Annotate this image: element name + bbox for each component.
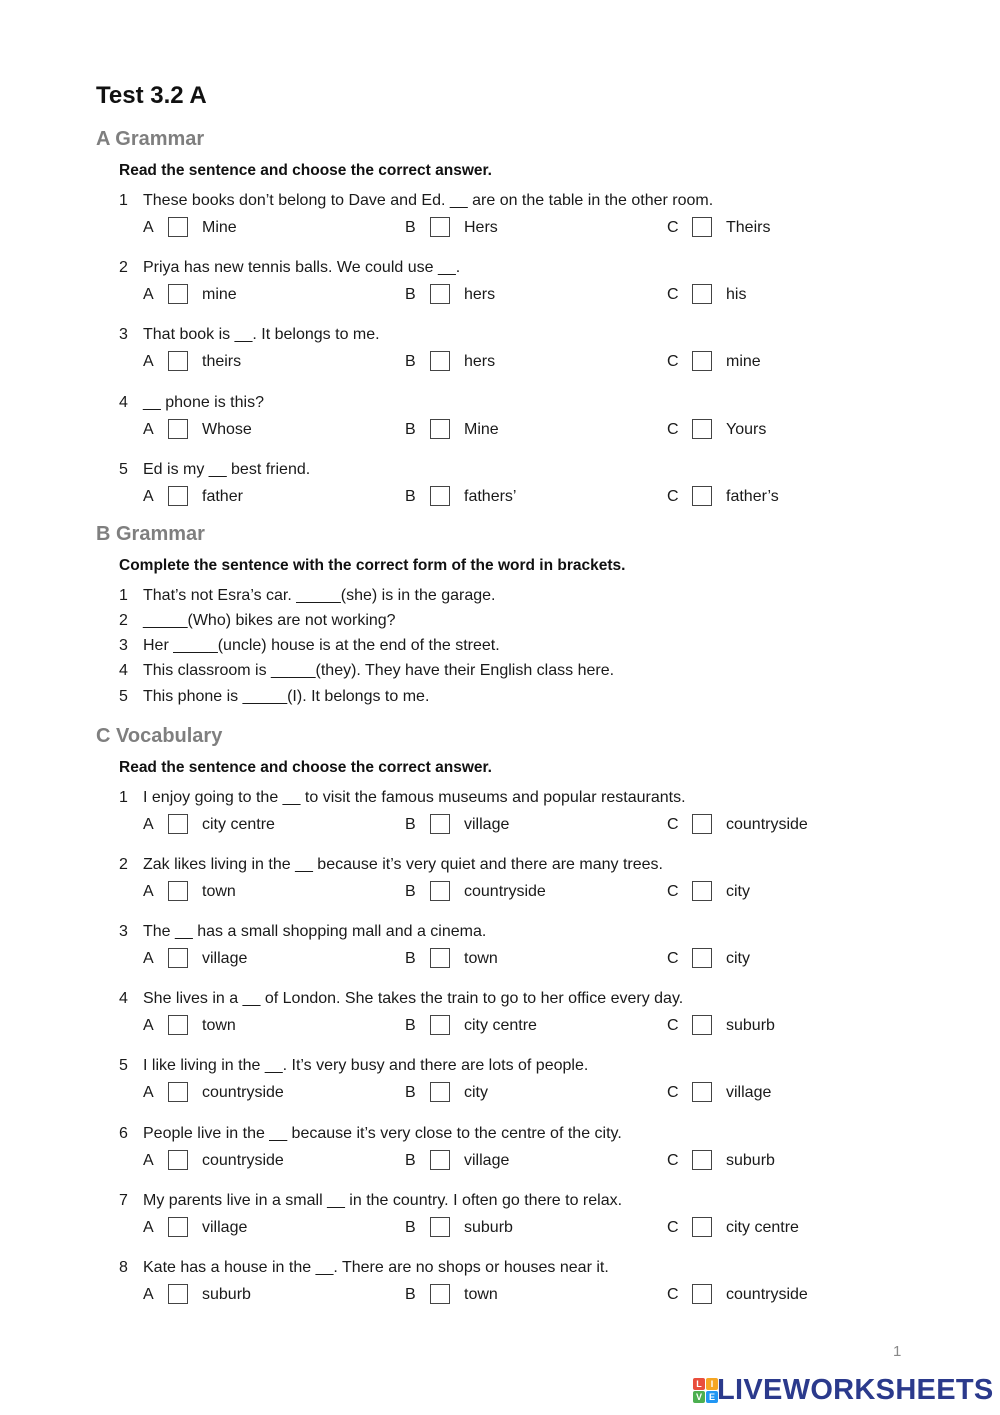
question [119, 990, 683, 1008]
question-text[interactable]: Her _____(uncle) house is at the end of the street. [143, 637, 500, 654]
option-letter: B [405, 1219, 416, 1236]
option-letter: A [143, 883, 154, 900]
option-label: town [202, 883, 236, 900]
option-label: countryside [464, 883, 546, 900]
logo-tile: I [706, 1378, 718, 1390]
question-number: 2 [119, 612, 128, 629]
question [119, 259, 460, 277]
answer-checkbox[interactable] [692, 351, 712, 371]
question-number: 5 [119, 1057, 128, 1074]
logo-text: LIVEWORKSHEETS [717, 1374, 994, 1406]
option-label: suburb [202, 1286, 251, 1303]
question-text: People live in the __ because it’s very close to the centre of the city. [143, 1125, 622, 1142]
question-number: 5 [119, 461, 128, 478]
option-letter: A [143, 286, 154, 303]
question-text: Ed is my __ best friend. [143, 461, 311, 478]
gap-fill-question [119, 688, 429, 706]
question-text: The __ has a small shopping mall and a cinema. [143, 923, 487, 940]
option-letter: A [143, 1219, 154, 1236]
option-label: Mine [464, 421, 499, 438]
answer-checkbox[interactable] [168, 217, 188, 237]
question-number: 6 [119, 1125, 128, 1142]
answer-checkbox[interactable] [692, 1150, 712, 1170]
section-c-instruction: Read the sentence and choose the correct answer. [119, 759, 492, 776]
answer-options [143, 1015, 843, 1039]
option-letter: C [667, 1286, 679, 1303]
option-letter: B [405, 219, 416, 236]
question [119, 1259, 609, 1277]
question-number: 1 [119, 789, 128, 806]
question [119, 856, 663, 874]
option-letter: C [667, 950, 679, 967]
answer-checkbox[interactable] [692, 486, 712, 506]
option-letter: A [143, 950, 154, 967]
question-text: I enjoy going to the __ to visit the famous museums and popular restaurants. [143, 789, 686, 806]
answer-checkbox[interactable] [692, 284, 712, 304]
question [119, 461, 310, 479]
question-text: She lives in a __ of London. She takes the train to go to her office every day. [143, 990, 684, 1007]
answer-options [143, 419, 843, 443]
option-label: countryside [202, 1152, 284, 1169]
answer-checkbox[interactable] [430, 1284, 450, 1304]
answer-options [143, 814, 843, 838]
answer-checkbox[interactable] [430, 1082, 450, 1102]
option-letter: A [143, 1084, 154, 1101]
gap-fill-question [119, 637, 500, 655]
option-label: hers [464, 286, 496, 303]
answer-checkbox[interactable] [692, 948, 712, 968]
answer-options [143, 217, 843, 241]
gap-fill-question [119, 612, 396, 630]
option-label: Mine [202, 219, 237, 236]
question-number: 3 [119, 923, 128, 940]
question-text: That book is __. It belongs to me. [143, 326, 380, 343]
option-label: city centre [464, 1017, 537, 1034]
question [119, 923, 486, 941]
option-label: town [464, 1286, 498, 1303]
answer-checkbox[interactable] [168, 1015, 188, 1035]
answer-checkbox[interactable] [692, 1284, 712, 1304]
answer-options [143, 1284, 843, 1308]
answer-checkbox[interactable] [430, 486, 450, 506]
option-label: suburb [726, 1152, 775, 1169]
option-letter: A [143, 219, 154, 236]
answer-checkbox[interactable] [692, 1082, 712, 1102]
option-letter: C [667, 353, 679, 370]
option-label: town [202, 1017, 236, 1034]
question-number: 8 [119, 1259, 128, 1276]
answer-checkbox[interactable] [168, 1217, 188, 1237]
answer-checkbox[interactable] [692, 1217, 712, 1237]
question-number: 3 [119, 326, 128, 343]
option-letter: A [143, 1152, 154, 1169]
option-label: village [202, 950, 248, 967]
option-letter: A [143, 1286, 154, 1303]
answer-checkbox[interactable] [430, 217, 450, 237]
option-letter: B [405, 950, 416, 967]
answer-checkbox[interactable] [430, 1217, 450, 1237]
answer-checkbox[interactable] [430, 1150, 450, 1170]
option-label: village [464, 1152, 510, 1169]
option-label: town [464, 950, 498, 967]
question [119, 326, 380, 344]
section-b-heading: B Grammar [96, 523, 205, 545]
option-letter: B [405, 353, 416, 370]
question-number: 4 [119, 990, 128, 1007]
question-text: These books don’t belong to Dave and Ed. __ are on the table in the other room. [143, 192, 714, 209]
question-text[interactable]: This classroom is _____(they). They have their English class here. [143, 662, 615, 679]
gap-fill-question [119, 587, 496, 605]
option-letter: A [143, 488, 154, 505]
option-letter: B [405, 1084, 416, 1101]
option-label: theirs [202, 353, 242, 370]
option-letter: C [667, 883, 679, 900]
question-number: 2 [119, 856, 128, 873]
question-number: 5 [119, 688, 128, 705]
answer-options [143, 948, 843, 972]
question [119, 1125, 622, 1143]
option-label: mine [202, 286, 237, 303]
option-letter: B [405, 1152, 416, 1169]
question-number: 1 [119, 587, 128, 604]
answer-options [143, 284, 843, 308]
option-label: village [726, 1084, 772, 1101]
option-letter: B [405, 1017, 416, 1034]
option-label: countryside [726, 816, 808, 833]
answer-checkbox[interactable] [430, 419, 450, 439]
option-label: mine [726, 353, 761, 370]
option-letter: B [405, 1286, 416, 1303]
question-number: 1 [119, 192, 128, 209]
option-label: city [726, 883, 750, 900]
option-label: countryside [726, 1286, 808, 1303]
option-label: city centre [726, 1219, 799, 1236]
option-letter: C [667, 488, 679, 505]
option-letter: C [667, 1017, 679, 1034]
answer-checkbox[interactable] [168, 419, 188, 439]
option-label: his [726, 286, 747, 303]
section-a-heading: A Grammar [96, 128, 205, 150]
option-letter: C [667, 421, 679, 438]
question [119, 789, 686, 807]
option-label: hers [464, 353, 496, 370]
answer-checkbox[interactable] [430, 948, 450, 968]
logo-tile: E [706, 1391, 718, 1403]
answer-checkbox[interactable] [692, 419, 712, 439]
question [119, 394, 264, 412]
option-label: Whose [202, 421, 252, 438]
question [119, 1057, 588, 1075]
option-letter: C [667, 1152, 679, 1169]
answer-checkbox[interactable] [692, 881, 712, 901]
option-letter: B [405, 421, 416, 438]
answer-checkbox[interactable] [168, 284, 188, 304]
option-label: suburb [464, 1219, 513, 1236]
section-c-heading: C Vocabulary [96, 725, 223, 747]
option-letter: C [667, 816, 679, 833]
answer-checkbox[interactable] [692, 814, 712, 834]
option-label: city [464, 1084, 488, 1101]
answer-options [143, 881, 843, 905]
answer-checkbox[interactable] [168, 351, 188, 371]
option-letter: A [143, 421, 154, 438]
option-label: fathers’ [464, 488, 517, 505]
answer-checkbox[interactable] [430, 881, 450, 901]
option-letter: C [667, 1084, 679, 1101]
question-number: 7 [119, 1192, 128, 1209]
question-number: 4 [119, 662, 128, 679]
question-text: __ phone is this? [143, 394, 264, 411]
answer-checkbox[interactable] [168, 486, 188, 506]
option-label: village [202, 1219, 248, 1236]
logo-tile: V [693, 1391, 705, 1403]
logo-tile: L [693, 1378, 705, 1390]
answer-checkbox[interactable] [430, 1015, 450, 1035]
answer-options [143, 351, 843, 375]
answer-checkbox[interactable] [430, 284, 450, 304]
section-b-instruction: Complete the sentence with the correct form of the word in brackets. [119, 557, 626, 574]
option-label: Hers [464, 219, 498, 236]
option-letter: A [143, 1017, 154, 1034]
option-letter: A [143, 353, 154, 370]
answer-options [143, 1082, 843, 1106]
answer-checkbox[interactable] [168, 948, 188, 968]
option-label: village [464, 816, 510, 833]
option-letter: B [405, 488, 416, 505]
option-label: father [202, 488, 243, 505]
option-label: Theirs [726, 219, 771, 236]
answer-checkbox[interactable] [430, 814, 450, 834]
answer-checkbox[interactable] [430, 351, 450, 371]
answer-options [143, 1150, 843, 1174]
question-text: I like living in the __. It’s very busy and there are lots of people. [143, 1057, 589, 1074]
option-letter: C [667, 286, 679, 303]
option-label: city [726, 950, 750, 967]
page-title: Test 3.2 A [96, 82, 207, 109]
answer-checkbox[interactable] [168, 881, 188, 901]
option-letter: B [405, 286, 416, 303]
option-label: city centre [202, 816, 275, 833]
option-letter: C [667, 219, 679, 236]
page-number: 1 [893, 1343, 902, 1360]
liveworksheets-logo-icon [693, 1378, 719, 1404]
question-number: 4 [119, 394, 128, 411]
option-label: countryside [202, 1084, 284, 1101]
question-text: Kate has a house in the __. There are no shops or houses near it. [143, 1259, 609, 1276]
option-label: suburb [726, 1017, 775, 1034]
question [119, 1192, 622, 1210]
option-letter: B [405, 883, 416, 900]
answer-checkbox[interactable] [168, 814, 188, 834]
option-label: father’s [726, 488, 779, 505]
answer-options [143, 486, 843, 510]
answer-checkbox[interactable] [168, 1284, 188, 1304]
question-text: My parents live in a small __ in the country. I often go there to relax. [143, 1192, 623, 1209]
answer-checkbox[interactable] [692, 1015, 712, 1035]
option-label: Yours [726, 421, 767, 438]
option-letter: A [143, 816, 154, 833]
question-number: 3 [119, 637, 128, 654]
section-a-instruction: Read the sentence and choose the correct answer. [119, 162, 492, 179]
option-letter: C [667, 1219, 679, 1236]
gap-fill-question [119, 662, 614, 680]
answer-options [143, 1217, 843, 1241]
question [119, 192, 713, 210]
answer-checkbox[interactable] [168, 1082, 188, 1102]
question-text: Zak likes living in the __ because it’s very quiet and there are many trees. [143, 856, 663, 873]
question-text: Priya has new tennis balls. We could use __. [143, 259, 461, 276]
answer-checkbox[interactable] [168, 1150, 188, 1170]
question-number: 2 [119, 259, 128, 276]
answer-checkbox[interactable] [692, 217, 712, 237]
option-letter: B [405, 816, 416, 833]
question-text[interactable]: _____(Who) bikes are not working? [143, 612, 396, 629]
question-text[interactable]: This phone is _____(I). It belongs to me. [143, 688, 430, 705]
question-text[interactable]: That’s not Esra’s car. _____(she) is in the garage. [143, 587, 496, 604]
